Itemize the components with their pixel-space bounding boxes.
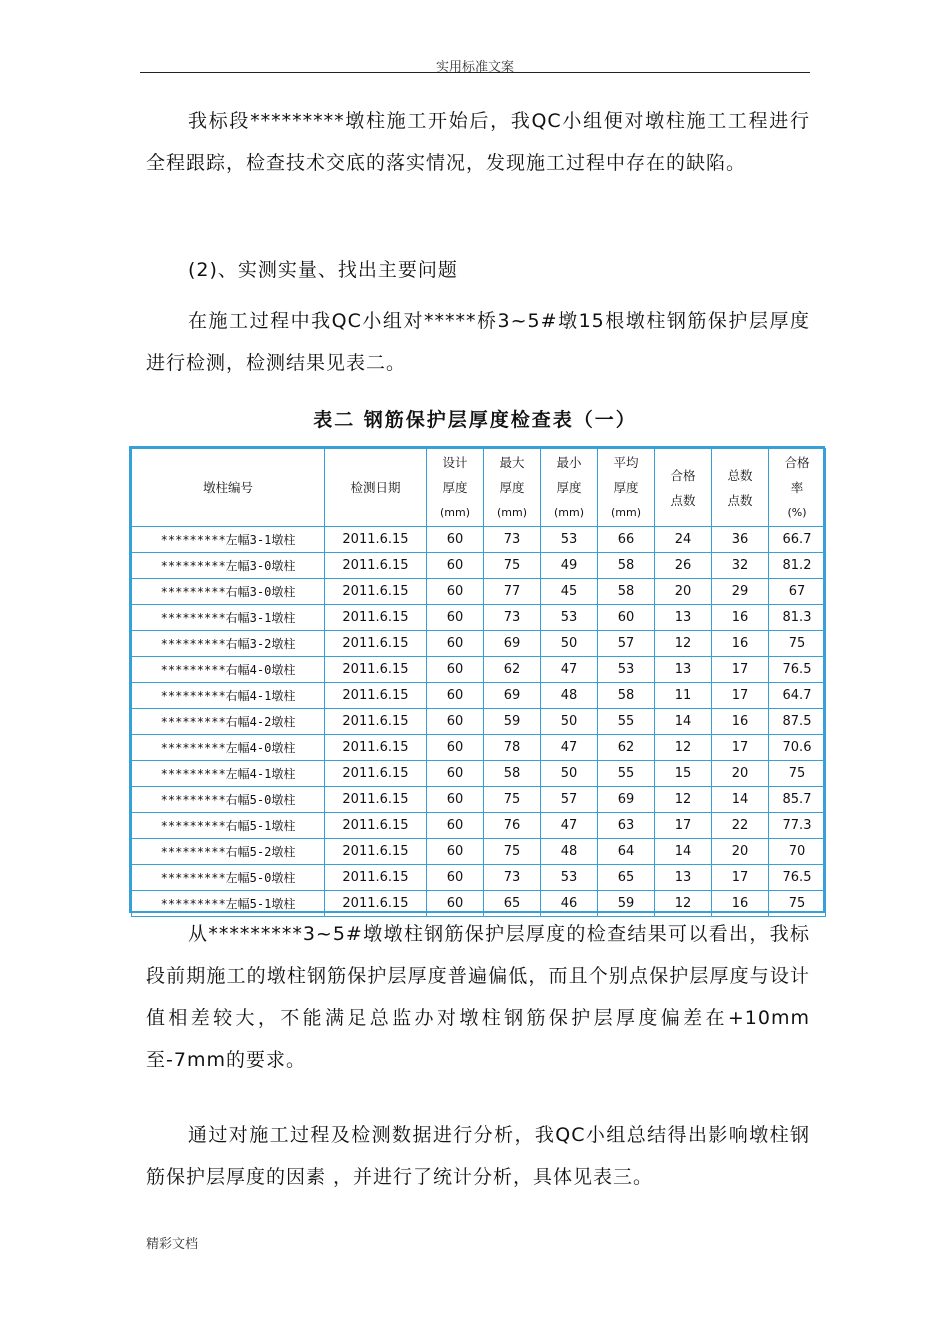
table-cell: 75 [769,891,826,917]
table-row [132,579,826,605]
table-cell: 60 [427,839,484,865]
table-cell: 64 [598,839,655,865]
table-cell: 66.7 [769,527,826,553]
table-cell: 75 [484,787,541,813]
table-cell: 50 [541,631,598,657]
table-cell: 17 [712,683,769,709]
table-cell: 14 [655,839,712,865]
pier-cell: *********左幅4-1墩柱 [132,761,325,787]
table-cell: 60 [427,527,484,553]
table-cell: 75 [769,631,826,657]
table-cell: 60 [427,891,484,917]
page-header: 实用标准文案 [435,60,514,75]
table-cell: 2011.6.15 [325,553,427,579]
table-cell: 13 [655,865,712,891]
table-cell: 87.5 [769,709,826,735]
table-cell: 36 [712,527,769,553]
header-max: 最大 厚度 (mm) [484,449,541,527]
table-cell: 11 [655,683,712,709]
table-cell: 69 [598,787,655,813]
table-row [132,865,826,891]
table-cell: 20 [712,839,769,865]
table-cell: 76 [484,813,541,839]
table-cell: 20 [655,579,712,605]
table-cell: 67 [769,579,826,605]
pier-cell: *********右幅3-1墩柱 [132,605,325,631]
table-row [132,735,826,761]
header-total: 总数 点数 [712,449,769,527]
table-cell: 49 [541,553,598,579]
table-cell: 17 [712,657,769,683]
header-rate: 合格 率 (%) [769,449,826,527]
table-cell: 2011.6.15 [325,891,427,917]
table-cell: 12 [655,735,712,761]
table-cell: 26 [655,553,712,579]
header-pass: 合格 点数 [655,449,712,527]
table-cell: 12 [655,891,712,917]
table-cell: 60 [427,787,484,813]
table-cell: 58 [484,761,541,787]
table-cell: 2011.6.15 [325,709,427,735]
table-cell: 65 [598,865,655,891]
table-cell: 77.3 [769,813,826,839]
table-cell: 17 [712,735,769,761]
table-row [132,761,826,787]
table-cell: 45 [541,579,598,605]
table-cell: 73 [484,527,541,553]
pier-cell: *********左幅3-0墩柱 [132,553,325,579]
table-cell: 14 [655,709,712,735]
page-footer: 精彩文档 [146,1237,199,1252]
table-cell: 62 [598,735,655,761]
table-cell: 2011.6.15 [325,527,427,553]
table-cell: 57 [541,787,598,813]
table-cell: 2011.6.15 [325,813,427,839]
table-cell: 2011.6.15 [325,683,427,709]
table-row [132,839,826,865]
table-cell: 2011.6.15 [325,839,427,865]
table-row [132,657,826,683]
table-cell: 50 [541,761,598,787]
table-cell: 13 [655,605,712,631]
table-cell: 32 [712,553,769,579]
table-row [132,605,826,631]
table-cell: 75 [484,553,541,579]
table-cell: 2011.6.15 [325,865,427,891]
table-cell: 60 [427,865,484,891]
table-row [132,813,826,839]
header-pier: 墩柱编号 [132,449,325,527]
table-cell: 70 [769,839,826,865]
table-cell: 60 [427,761,484,787]
table-cell: 12 [655,631,712,657]
table-cell: 16 [712,605,769,631]
header-date: 检测日期 [325,449,427,527]
table-cell: 60 [427,709,484,735]
table-cell: 48 [541,839,598,865]
table-cell: 20 [712,761,769,787]
table-cell: 53 [541,865,598,891]
table-cell: 29 [712,579,769,605]
table-cell: 47 [541,657,598,683]
table-cell: 60 [598,605,655,631]
pier-cell: *********右幅3-2墩柱 [132,631,325,657]
table-row [132,709,826,735]
table-cell: 17 [655,813,712,839]
table-cell: 16 [712,631,769,657]
paragraph-4: 从*********3~5#墩墩柱钢筋保护层厚度的检查结果可以看出，我标段前期施工的墩柱钢筋保护层厚度普遍偏低，而且个别点保护层厚度与设计值相差较大，不能满足总监办对墩柱钢筋保护层厚度偏差在+10mm至-7mm的要求。 [146,923,810,1071]
table-cell: 59 [598,891,655,917]
table-cell: 65 [484,891,541,917]
pier-cell: *********右幅5-0墩柱 [132,787,325,813]
paragraph-5: 通过对施工过程及检测数据进行分析，我QC小组总结得出影响墩柱钢筋保护层厚度的因素 ，并进行了统计分析，具体见表三。 [146,1124,810,1188]
table-cell: 60 [427,605,484,631]
pier-cell: *********右幅4-1墩柱 [132,683,325,709]
table-cell: 73 [484,865,541,891]
paragraph-2: (2)、实测实量、找出主要问题 [188,259,458,281]
header-rule [140,72,810,73]
table-cell: 50 [541,709,598,735]
table-cell: 60 [427,657,484,683]
table-cell: 60 [427,735,484,761]
table-row [132,631,826,657]
paragraph-3: 在施工过程中我QC小组对*****桥3~5#墩15根墩柱钢筋保护层厚度进行检测，检测结果见表二。 [146,310,810,374]
table-cell: 60 [427,813,484,839]
table-cell: 24 [655,527,712,553]
table-cell: 59 [484,709,541,735]
table-cell: 17 [712,865,769,891]
inspection-table-frame [129,446,825,913]
table-cell: 81.2 [769,553,826,579]
table-body [132,527,826,917]
table-cell: 73 [484,605,541,631]
table-cell: 60 [427,553,484,579]
table-cell: 60 [427,683,484,709]
inspection-table [131,448,826,917]
table-cell: 2011.6.15 [325,787,427,813]
table-cell: 55 [598,761,655,787]
table-cell: 2011.6.15 [325,735,427,761]
table-cell: 76.5 [769,657,826,683]
table-cell: 53 [598,657,655,683]
table-cell: 69 [484,631,541,657]
table-cell: 58 [598,683,655,709]
pier-cell: *********左幅5-0墩柱 [132,865,325,891]
table-title: 表二 钢筋保护层厚度检查表（一） [313,409,637,431]
table-cell: 16 [712,709,769,735]
pier-cell: *********右幅3-0墩柱 [132,579,325,605]
table-cell: 78 [484,735,541,761]
table-row [132,553,826,579]
header-min: 最小 厚度 (mm) [541,449,598,527]
table-cell: 77 [484,579,541,605]
table-cell: 63 [598,813,655,839]
table-cell: 47 [541,813,598,839]
pier-cell: *********右幅4-2墩柱 [132,709,325,735]
table-cell: 22 [712,813,769,839]
table-row [132,683,826,709]
table-cell: 57 [598,631,655,657]
table-cell: 2011.6.15 [325,631,427,657]
table-cell: 64.7 [769,683,826,709]
table-cell: 75 [769,761,826,787]
table-cell: 69 [484,683,541,709]
table-row [132,527,826,553]
table-cell: 48 [541,683,598,709]
table-cell: 85.7 [769,787,826,813]
table-header-row [132,449,826,527]
table-cell: 2011.6.15 [325,579,427,605]
table-row [132,787,826,813]
header-design: 设计 厚度 (mm) [427,449,484,527]
pier-cell: *********左幅5-1墩柱 [132,891,325,917]
table-cell: 66 [598,527,655,553]
pier-cell: *********右幅5-1墩柱 [132,813,325,839]
table-cell: 76.5 [769,865,826,891]
table-cell: 62 [484,657,541,683]
table-cell: 46 [541,891,598,917]
pier-cell: *********右幅5-2墩柱 [132,839,325,865]
table-cell: 16 [712,891,769,917]
table-cell: 13 [655,657,712,683]
table-cell: 53 [541,527,598,553]
table-cell: 58 [598,553,655,579]
table-cell: 47 [541,735,598,761]
table-cell: 75 [484,839,541,865]
table-cell: 12 [655,787,712,813]
table-cell: 15 [655,761,712,787]
table-cell: 53 [541,605,598,631]
table-cell: 60 [427,579,484,605]
table-cell: 14 [712,787,769,813]
table-cell: 2011.6.15 [325,657,427,683]
header-avg: 平均 厚度 (mm) [598,449,655,527]
table-cell: 2011.6.15 [325,761,427,787]
pier-cell: *********左幅4-0墩柱 [132,735,325,761]
table-cell: 70.6 [769,735,826,761]
table-cell: 81.3 [769,605,826,631]
table-cell: 60 [427,631,484,657]
pier-cell: *********左幅3-1墩柱 [132,527,325,553]
table-cell: 58 [598,579,655,605]
table-cell: 2011.6.15 [325,605,427,631]
paragraph-1: 我标段*********墩柱施工开始后，我QC小组便对墩柱施工工程进行全程跟踪，检查技术交底的落实情况，发现施工过程中存在的缺陷。 [146,110,810,174]
table-cell: 55 [598,709,655,735]
pier-cell: *********右幅4-0墩柱 [132,657,325,683]
